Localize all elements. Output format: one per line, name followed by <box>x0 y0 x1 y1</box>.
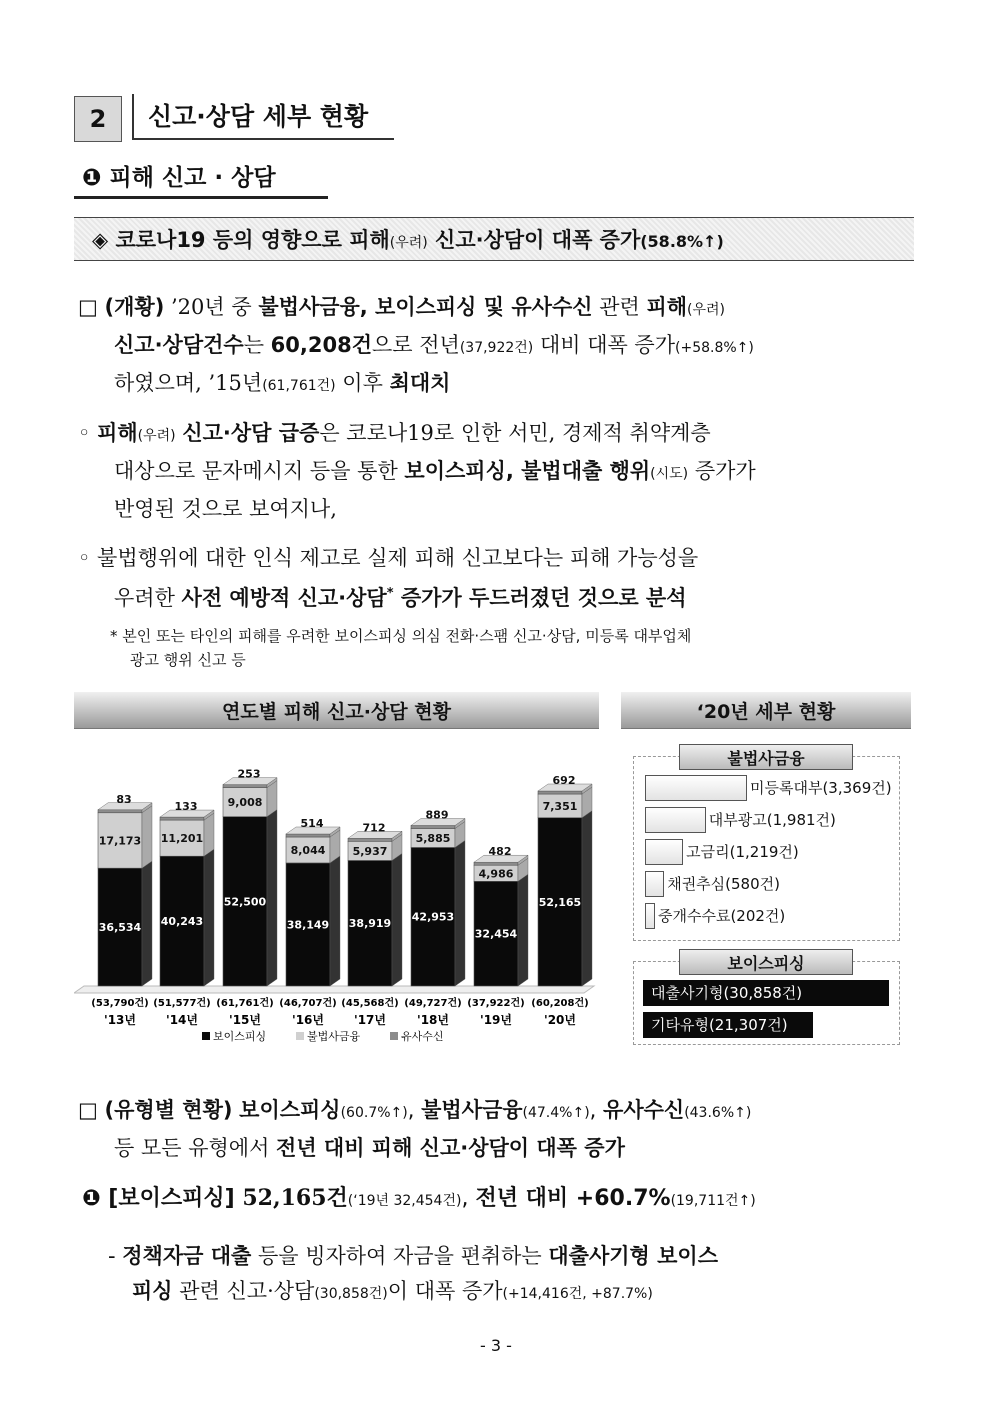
illegal-finance-row <box>645 872 780 896</box>
voice-phishing-bar <box>643 980 889 1006</box>
bar-side-0-7 <box>582 811 592 986</box>
bar-side-1-0 <box>142 806 152 868</box>
yearly-chart <box>74 692 599 1062</box>
p1-text-bold: 신고·상담건수 <box>114 333 244 357</box>
voice-phishing-tag: 보이스피싱 <box>679 949 853 975</box>
p4-text-bold: 전년 대비 피해 신고·상담이 대폭 증가 <box>276 1136 625 1160</box>
category-label-5: '18년 <box>417 1013 449 1027</box>
p2-paren: (시도) <box>650 466 689 482</box>
footnote <box>110 624 930 672</box>
bar-side-0-3 <box>330 856 340 986</box>
total-label-7: (60,208건) <box>531 998 589 1009</box>
p4-paren: (60.7%↑) <box>340 1105 408 1121</box>
p1-text: 는 <box>243 333 271 357</box>
phishing-detail <box>108 1239 928 1312</box>
p2-text-bold: 신고·상담 급증 <box>182 421 320 445</box>
value-label-illegal-0: 17,173 <box>98 834 142 848</box>
type-paragraph <box>78 1093 928 1166</box>
bar-2-1 <box>160 817 204 820</box>
value-label-voice-0: 36,534 <box>98 921 142 935</box>
illegal-finance-bar <box>645 775 747 801</box>
footnote-line2: 광고 행위 신고 등 <box>130 651 246 669</box>
value-label-voice-5: 42,953 <box>411 910 455 924</box>
value-label-voice-2: 52,500 <box>223 895 267 909</box>
illegal-finance-bar <box>645 839 683 865</box>
p1-text-bold: 불법사금융, 보이스피싱 및 유사수신 <box>258 295 593 319</box>
page-number: - 3 - <box>480 1336 512 1355</box>
value-label-illegal-4: 5,937 <box>352 844 388 858</box>
illegal-finance-label: 고금리(1,219건) <box>686 843 799 861</box>
p1-paren: (61,761건) <box>262 378 336 394</box>
voice-phishing-bar <box>643 1012 813 1038</box>
summary-banner <box>74 217 914 261</box>
p4-comma: , <box>589 1098 604 1122</box>
banner-paren: (우려) <box>389 235 428 251</box>
illegal-finance-label: 채권추심(580건) <box>667 875 780 893</box>
value-label-illegal-5: 5,885 <box>415 831 451 845</box>
p1-text: 이후 <box>335 371 390 395</box>
p4-line1 <box>78 1093 928 1131</box>
p3-text-bold: 증가가 두드러졌던 것으로 분석 <box>393 586 687 610</box>
p2-text: 은 코로나19로 인한 서민, 경제적 취약계층 <box>319 421 711 445</box>
p1-heading: (개황) <box>104 295 165 319</box>
p3-text-bold: 사전 예방적 신고·상담 <box>181 586 387 610</box>
p4-paren: (43.6%↑) <box>684 1105 752 1121</box>
p6-paren: (+14,416건, +87.7%) <box>502 1286 653 1302</box>
bar-side-0-0 <box>142 861 152 986</box>
bar-side-0-5 <box>455 840 465 986</box>
p1-text: 대비 대폭 증가 <box>533 333 676 357</box>
illegal-finance-label: 대부광고(1,981건) <box>708 811 836 829</box>
p1-text: 하였으며, ’15년 <box>114 371 263 395</box>
category-label-6: '19년 <box>480 1013 512 1027</box>
phishing-prev: (‘19년 32,454건) <box>347 1193 462 1209</box>
value-label-voice-1: 40,243 <box>160 915 204 929</box>
total-label-2: (61,761건) <box>216 998 274 1009</box>
phishing-comma: , <box>461 1186 476 1211</box>
bar-2-4 <box>348 838 392 841</box>
bar-2-5 <box>411 825 455 828</box>
yearly-chart-title: 연도별 피해 신고·상담 현황 <box>74 692 599 729</box>
total-label-1: (51,577건) <box>153 998 211 1009</box>
legend-swatch-1 <box>296 1032 304 1040</box>
p6-text-bold: 피싱 <box>132 1279 173 1303</box>
bar-2-2 <box>223 785 267 788</box>
legend-label-2: 유사수신 <box>401 1030 444 1043</box>
value-label-illegal-1: 11,201 <box>160 832 204 846</box>
bar-2-3 <box>286 834 330 837</box>
total-label-4: (45,568건) <box>341 998 399 1009</box>
value-label-voice-4: 38,919 <box>348 917 392 931</box>
dash-glyph: - <box>108 1244 123 1268</box>
p2-text-bold: 보이스피싱, 불법대출 행위 <box>404 459 651 483</box>
legend-swatch-0 <box>202 1032 210 1040</box>
value-label-similar-4: 712 <box>362 821 386 835</box>
p6-text-bold: 대출사기형 보이스 <box>548 1244 718 1268</box>
p1-text-bold: 최대치 <box>389 371 451 395</box>
voice-phishing-label: 대출사기형(30,858건) <box>651 984 803 1002</box>
p1-text: 관련 <box>592 295 647 319</box>
value-label-voice-3: 38,149 <box>286 918 330 932</box>
p2-line3: 반영된 것으로 보여지나, <box>114 497 337 521</box>
cause-paragraph <box>78 416 928 527</box>
illegal-finance-label: 미등록대부(3,369건) <box>750 779 892 797</box>
phishing-heading <box>82 1181 932 1219</box>
p1-text-bold: 60,208건 <box>270 333 372 357</box>
section-number: 2 <box>74 96 122 142</box>
p4-text: 등 모든 유형에서 <box>114 1136 277 1160</box>
value-label-similar-2: 253 <box>237 767 261 781</box>
p1-paren: (우려) <box>687 302 726 318</box>
checkbox-glyph: □ <box>78 1098 105 1122</box>
value-label-voice-7: 52,165 <box>538 895 582 909</box>
p3-line2 <box>78 576 928 616</box>
p6-paren: (30,858건) <box>314 1286 388 1302</box>
value-label-similar-0: 83 <box>116 792 132 806</box>
bar-side-1-1 <box>204 813 214 856</box>
illegal-finance-row <box>645 840 799 864</box>
p1-text: 으로 전년 <box>372 333 460 357</box>
bar-side-0-6 <box>518 874 528 986</box>
p1-paren: (37,922건) <box>459 340 534 356</box>
p2-line1 <box>78 416 928 454</box>
p1-line1 <box>78 290 928 328</box>
value-label-similar-7: 692 <box>552 774 576 788</box>
p1-line2 <box>78 328 928 366</box>
checkbox-glyph: □ <box>78 295 105 319</box>
p6-line1 <box>108 1239 928 1274</box>
legend-label-1: 불법사금융 <box>307 1030 361 1043</box>
total-label-3: (46,707건) <box>279 998 337 1009</box>
p6-line2 <box>108 1274 928 1312</box>
banner-main: ◈ 코로나19 등의 영향으로 피해 <box>92 228 390 252</box>
total-label-6: (37,922건) <box>467 998 525 1009</box>
value-label-similar-6: 482 <box>488 845 512 859</box>
number-glyph: ❶ <box>82 1186 109 1211</box>
value-label-illegal-6: 4,986 <box>478 867 514 881</box>
value-label-similar-5: 889 <box>425 808 449 822</box>
p1-line3 <box>78 366 928 404</box>
bar-side-0-2 <box>267 810 277 986</box>
p2-paren: (우려) <box>137 428 176 444</box>
p6-text-bold: 정책자금 대출 <box>122 1244 252 1268</box>
value-label-similar-3: 514 <box>300 816 324 830</box>
p6-text: 등을 빙자하여 자금을 편취하는 <box>251 1244 549 1268</box>
subtitle: ❶ 피해 신고 · 상담 <box>74 157 328 199</box>
value-label-illegal-7: 7,351 <box>542 799 578 813</box>
p2-text: 증가가 <box>688 459 756 483</box>
p1-paren: (+58.8%↑) <box>675 340 754 356</box>
banner-rest: 신고·상담이 대폭 증가 <box>427 228 641 252</box>
legend-swatch-2 <box>390 1032 398 1040</box>
p3-line1: ◦ 불법행위에 대한 인식 제고로 실제 피해 신고보다는 피해 가능성을 <box>78 546 699 570</box>
p2-line2 <box>78 454 928 492</box>
value-label-illegal-2: 9,008 <box>227 796 263 810</box>
section-title: 신고·상담 세부 현황 <box>132 94 394 140</box>
total-label-5: (49,727건) <box>404 998 462 1009</box>
value-label-voice-6: 32,454 <box>474 927 518 941</box>
footnote-line1: * 본인 또는 타인의 피해를 우려한 보이스피싱 의심 전화·스팸 신고·상담, 미등록 대부업체 <box>110 627 692 645</box>
illegal-finance-bar <box>645 903 655 929</box>
p3-text: 우려한 <box>114 586 182 610</box>
illegal-finance-row <box>645 808 836 832</box>
value-label-similar-1: 133 <box>174 800 198 814</box>
phishing-tag: [보이스피싱] <box>108 1186 235 1211</box>
p4-heading: (유형별 현황) <box>104 1098 233 1122</box>
illegal-finance-tag: 불법사금융 <box>679 744 853 770</box>
voice-phishing-label: 기타유형(21,307건) <box>651 1016 788 1034</box>
p6-text: 이 대폭 증가 <box>387 1279 503 1303</box>
detail-chart-title: ‘20년 세부 현황 <box>621 692 911 729</box>
bar-side-0-1 <box>204 849 214 986</box>
category-label-2: '15년 <box>229 1013 261 1027</box>
category-label-7: '20년 <box>544 1013 576 1027</box>
illegal-finance-bar <box>645 807 706 833</box>
p2-text-bold: 피해 <box>97 421 138 445</box>
footnote-mark: * <box>386 586 394 601</box>
phishing-count: 52,165건 <box>234 1185 348 1211</box>
banner-pct: (58.8%↑) <box>640 232 724 251</box>
phishing-diff: (19,711건↑) <box>670 1193 756 1209</box>
category-label-0: '13년 <box>104 1013 136 1027</box>
illegal-finance-bar <box>645 871 664 897</box>
analysis-paragraph <box>78 541 928 616</box>
p4-paren: (47.4%↑) <box>522 1105 590 1121</box>
phishing-change: 전년 대비 +60.7% <box>475 1186 671 1211</box>
bar-2-7 <box>538 791 582 794</box>
p4-text-bold: 유사수신 <box>603 1098 685 1122</box>
legend-label-0: 보이스피싱 <box>213 1030 267 1043</box>
p4-text-bold: 불법사금융 <box>421 1098 523 1122</box>
value-label-illegal-3: 8,044 <box>290 843 326 857</box>
chart-floor <box>74 986 594 993</box>
category-label-4: '17년 <box>354 1013 386 1027</box>
yearly-chart-svg <box>74 728 599 1062</box>
p1-text-bold: 피해 <box>646 295 688 319</box>
illegal-finance-row <box>645 904 785 928</box>
bar-2-6 <box>474 862 518 865</box>
illegal-finance-row <box>645 776 892 800</box>
illegal-finance-label: 중개수수료(202건) <box>658 907 786 925</box>
overview-paragraph <box>78 290 928 404</box>
total-label-0: (53,790건) <box>91 998 149 1009</box>
p4-text-bold: 보이스피싱 <box>239 1098 341 1122</box>
bullet-glyph: ◦ <box>78 421 98 445</box>
p6-text: 관련 신고·상담 <box>172 1279 315 1303</box>
p4-comma: , <box>407 1098 422 1122</box>
p1-text: ’20년 중 <box>164 295 259 319</box>
category-label-1: '14년 <box>166 1013 198 1027</box>
bar-side-0-4 <box>392 853 402 986</box>
p4-line2 <box>78 1131 928 1166</box>
category-label-3: '16년 <box>292 1013 324 1027</box>
p2-text: 대상으로 문자메시지 등을 통한 <box>114 459 405 483</box>
bar-2-0 <box>98 810 142 813</box>
